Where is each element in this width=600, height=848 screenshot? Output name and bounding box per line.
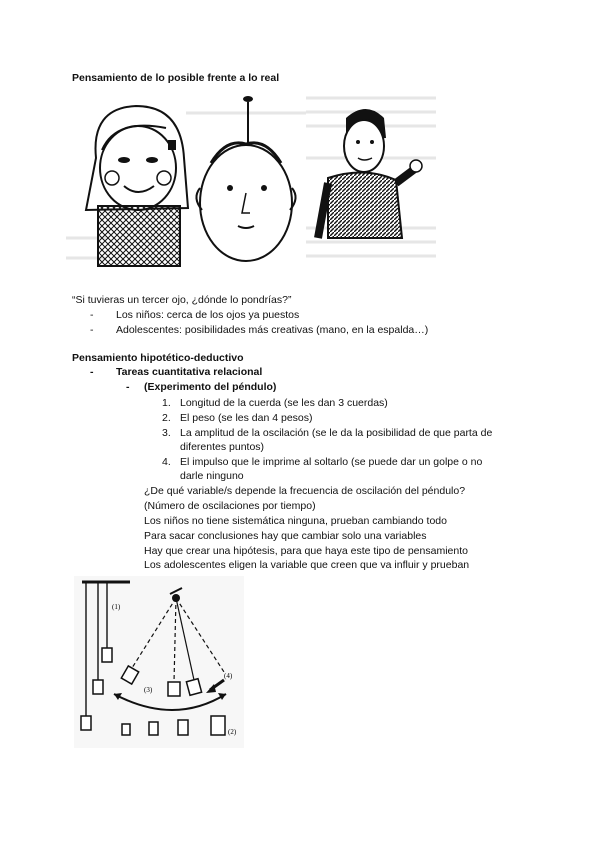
label-1: (1)	[112, 603, 121, 611]
bullet-text: Los niños: cerca de los ojos ya puestos	[116, 309, 300, 321]
numbered-item: 4. El impulso que le imprime al soltarlo (se puede dar un golpe o no	[162, 456, 483, 468]
task-heading: Tareas cuantitativa relacional	[116, 366, 263, 378]
numbered-item: 1. Longitud de la cuerda (se les dan 3 cuerdas)	[162, 397, 388, 409]
list-item	[126, 380, 276, 395]
bullet-text: Adolescentes: posibilidades más creativas (mano, en la espalda…)	[116, 324, 429, 336]
cartoon-illustration	[66, 88, 440, 278]
numbered-item: 2. El peso (se les dan 4 pesos)	[162, 412, 313, 424]
label-4: (4)	[224, 672, 233, 680]
paragraph-line: Los niños no tiene sistemática ninguna, prueban cambiando todo	[144, 515, 447, 527]
list-item	[90, 308, 299, 323]
paragraph-line: Los adolescentes eligen la variable que creen que va influir y prueban	[144, 559, 470, 571]
experiment-heading: (Experimento del péndulo)	[144, 381, 277, 393]
bullet-dash: -	[90, 309, 94, 321]
paragraph-line: Hay que crear una hipótesis, para que haya este tipo de pensamiento	[144, 545, 468, 557]
bullet-dash: -	[90, 366, 94, 378]
boy-third-eye-figure	[196, 96, 295, 261]
section-title-possible: Pensamiento de lo posible frente a lo real	[72, 72, 280, 84]
list-item	[90, 365, 262, 380]
paragraph-line: (Número de oscilaciones por tiempo)	[144, 500, 316, 512]
bullet-dot: -	[126, 381, 130, 393]
list-item	[90, 323, 428, 338]
label-2: (2)	[228, 728, 237, 736]
pendulum-diagram	[74, 576, 244, 748]
teen-figure	[318, 109, 422, 238]
quote-text: “Si tuvieras un tercer ojo, ¿dónde lo pondrías?”	[72, 294, 292, 306]
girl-figure	[86, 106, 188, 266]
paragraph-line: Para sacar conclusiones hay que cambiar solo una variables	[144, 530, 427, 542]
section-title-hypothetical: Pensamiento hipotético-deductivo	[72, 352, 244, 364]
numbered-item-cont: darle ninguno	[180, 470, 244, 482]
numbered-item: 3. La amplitud de la oscilación (se le da la posibilidad de que parta de	[162, 427, 493, 439]
paragraph-line: ¿De qué variable/s depende la frecuencia de oscilación del péndulo?	[144, 485, 466, 497]
label-3: (3)	[144, 686, 153, 694]
numbered-item-cont: diferentes puntos)	[180, 441, 265, 453]
bullet-dash: -	[90, 324, 94, 336]
